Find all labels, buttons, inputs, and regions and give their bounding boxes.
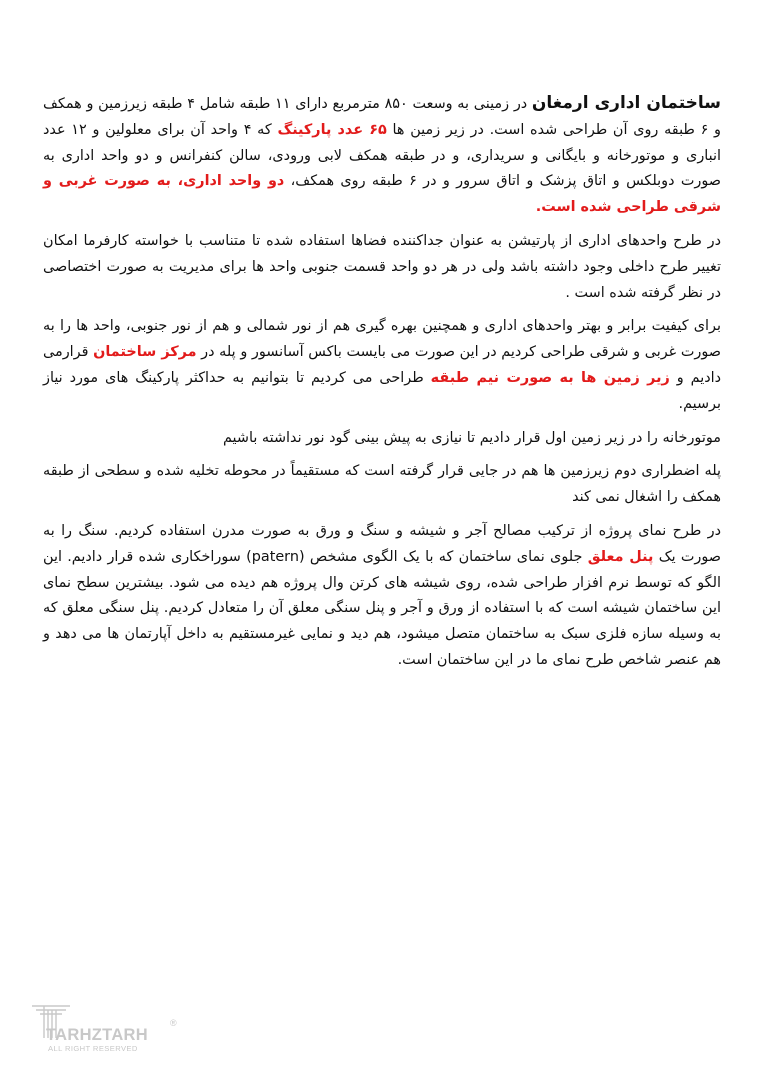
document-body xyxy=(43,91,721,674)
paragraph-partition: در طرح واحدهای اداری از پارتیشن به عنوان جداکننده فضاها استفاده شده تا متناسب با خواسته کارفرما امکان تغییر طرح داخلی وجود داشته باشد ولی در هر دو واحد قسمت جنوبی واحد ها برای مدیریت به صورت اختصاصی در نظر گرفته شده است . xyxy=(43,232,721,301)
logo-registered-mark: ® xyxy=(170,1018,177,1028)
paragraph-emergency-stair: پله اضطراری دوم زیرزمین ها هم در جایی قرار گرفته است که مستقیماً در محوطه تخلیه شده و سطحی از طبقه همکف را اشغال نمی کند xyxy=(43,463,721,506)
quality-text-1: برای کیفیت برابر و بهتر واحدهای اداری و همچنین بهره گیری هم از نور شمالی و هم از نور جنوبی، واحد ها را به صورت غربی و شرقی طراحی کردیم در این صورت می بایست باکس آسانسور و پله در xyxy=(43,318,721,361)
quality-text-2: قرارمی دادیم و xyxy=(43,344,722,386)
building-title: ساختمان اداری ارمغان xyxy=(531,93,721,113)
building-center-highlight: مرکز ساختمان xyxy=(93,344,197,361)
office-units-highlight: دو واحد اداری، به صورت غربی و شرقی طراحی شده است. xyxy=(43,173,721,216)
quality-text-3: طراحی می کردیم تا بتوانیم به حداکثر پارکینگ های مورد نیاز برسیم. xyxy=(43,369,721,412)
paragraph-quality xyxy=(43,314,721,417)
facade-text-1: در طرح نمای پروژه از ترکیب مصالح آجر و شیشه و سنگ و ورق به صورت مدرن استفاده کردیم. سنگ را به صورت یک xyxy=(43,522,722,565)
paragraph-engine-room: موتورخانه را در زیر زمین اول قرار دادیم تا نیازی به پیش بینی گود نور نداشته باشیم xyxy=(222,429,721,446)
parking-highlight: ۶۵ عدد پارکینگ xyxy=(277,121,387,138)
paragraph-intro xyxy=(43,91,721,221)
logo-tagline-text: ALL RIGHT RESERVED xyxy=(48,1044,138,1053)
paragraph-facade xyxy=(43,519,721,674)
intro-text-1: در زمینی به وسعت ۸۵۰ مترمربع دارای ۱۱ طبقه شامل ۴ طبقه زیرزمین و همکف و ۶ طبقه روی آن طراحی شده است. در زیر زمین ها xyxy=(43,96,722,138)
suspended-panel-highlight: پنل معلق xyxy=(587,548,654,565)
facade-text-2: جلوی نمای ساختمان که با یک الگوی مشخص ( xyxy=(298,548,588,565)
pattern-word: patern xyxy=(251,548,299,565)
tarhztarh-logo xyxy=(30,1000,182,1055)
facade-text-3: ) سوراخکاری شده قرار دادیم. این الگو که توسط نرم افزار طراحی شده، روی شیشه های کرتن وال پروژه هم دیده می شود. بیشترین سطح نمای این ساختمان شیشه است که با استفاده از ورق و آجر و پنل سنگی معلق آن را متعادل کردیم. پنل سنگی معلق که به وسیله سازه فلزی سبک به ساختمان متصل میشود، هم دید و نمایی غیرمستقیم به داخل آپارتمان ها می دهد و هم عنصر شاخص طرح نمای ما در این ساختمان است. xyxy=(43,548,721,668)
intro-text-2: که ۴ واحد آن برای معلولین و ۱۲ عدد انباری و موتورخانه و بایگانی و سریداری، و در طبقه همکف لابی ورودی، سالن کنفرانس و دو واحد اداری به صورت دوبلکس و اتاق پزشک و اتاق سرور و در ۶ طبقه روی همکف، xyxy=(43,121,721,190)
logo-brand-text: TARHZTARH xyxy=(46,1026,148,1044)
half-level-basement-highlight: زیر زمین ها به صورت نیم طبقه xyxy=(430,369,670,386)
